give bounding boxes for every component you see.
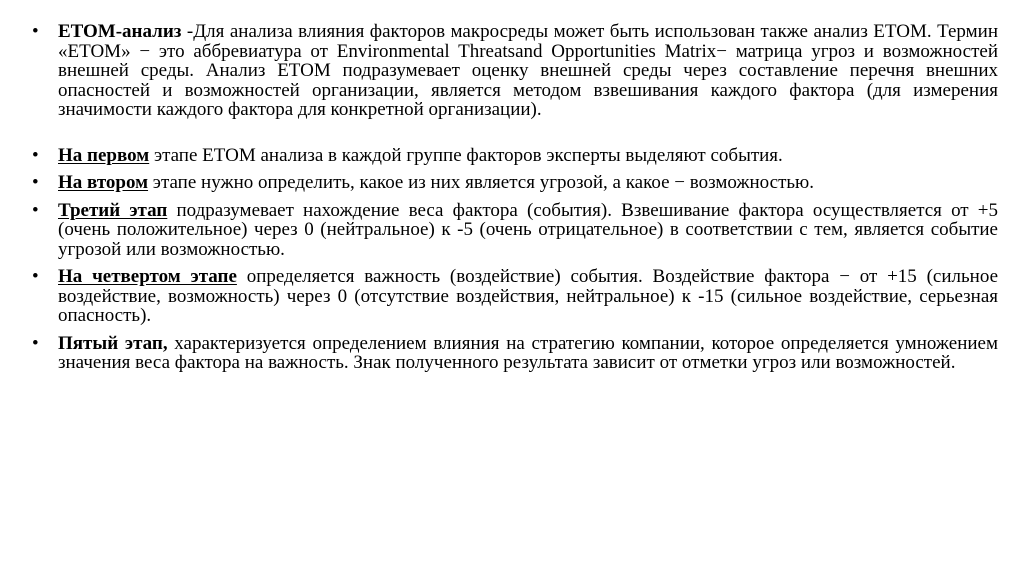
bullet-marker: • [32, 199, 39, 221]
bullet-body: -Для анализа влияния факторов макросреды может быть использован также анализ ЕТОМ. Термин «ЕТОМ» − это аббревиатура от Environmental Threatsand Opportunities Matrix− матрица угроз и возможностей внешней среды. Анализ ЕТОМ подразумевает оценку внешней среды через составление перечня внешних опасностей и возможностей организации, является методом взвешивания каждого фактора (для измерения значимости каждого фактора для конкретной организации). [58, 21, 998, 120]
bullet-etom-definition [30, 22, 998, 120]
bullet-marker: • [32, 332, 39, 354]
bullet-stage-1 [30, 146, 998, 166]
bullet-body: этапе нужно определить, какое из них является угрозой, а какое − возможностью. [148, 172, 814, 193]
bullet-marker: • [32, 172, 39, 193]
bullet-lead: Пятый этап, [58, 332, 168, 354]
bullet-list [30, 22, 998, 381]
bullet-lead: На четвертом этапе [58, 266, 237, 287]
bullet-marker: • [32, 21, 39, 42]
bullet-body: характеризуется определением влияния на стратегию компании, которое определяется умножением значения веса фактора на важность. Знак полученного результата зависит от отметки угроз или возможностей. [58, 332, 998, 373]
bullet-stage-3 [30, 201, 998, 260]
bullet-lead: Третий этап [58, 199, 168, 221]
bullet-stage-4 [30, 267, 998, 326]
bullet-body: подразумевает нахождение веса фактора (события). Взвешивание фактора осуществляется от +5 (очень положительное) через 0 (нейтральное) к -5 (очень отрицательное) в соответствии с тем, является событие угрозой или возможностью. [58, 199, 998, 260]
bullet-body: определяется важность (воздействие) события. Воздействие фактора − от +15 (сильное воздействие, возможность) через 0 (отсутствие воздействия, нейтральное) к -15 (сильное воздействие, серьезная опасность). [58, 266, 998, 326]
bullet-lead: ETOM-анализ [58, 21, 182, 42]
bullet-body: этапе ЕТОМ анализа в каждой группе факторов эксперты выделяют события. [149, 144, 783, 166]
bullet-stage-5 [30, 334, 998, 373]
bullet-marker: • [32, 144, 39, 166]
bullet-lead: На втором [58, 172, 149, 193]
bullet-marker: • [32, 266, 39, 287]
bullet-lead: На первом [58, 144, 150, 166]
bullet-stage-2 [30, 173, 998, 193]
